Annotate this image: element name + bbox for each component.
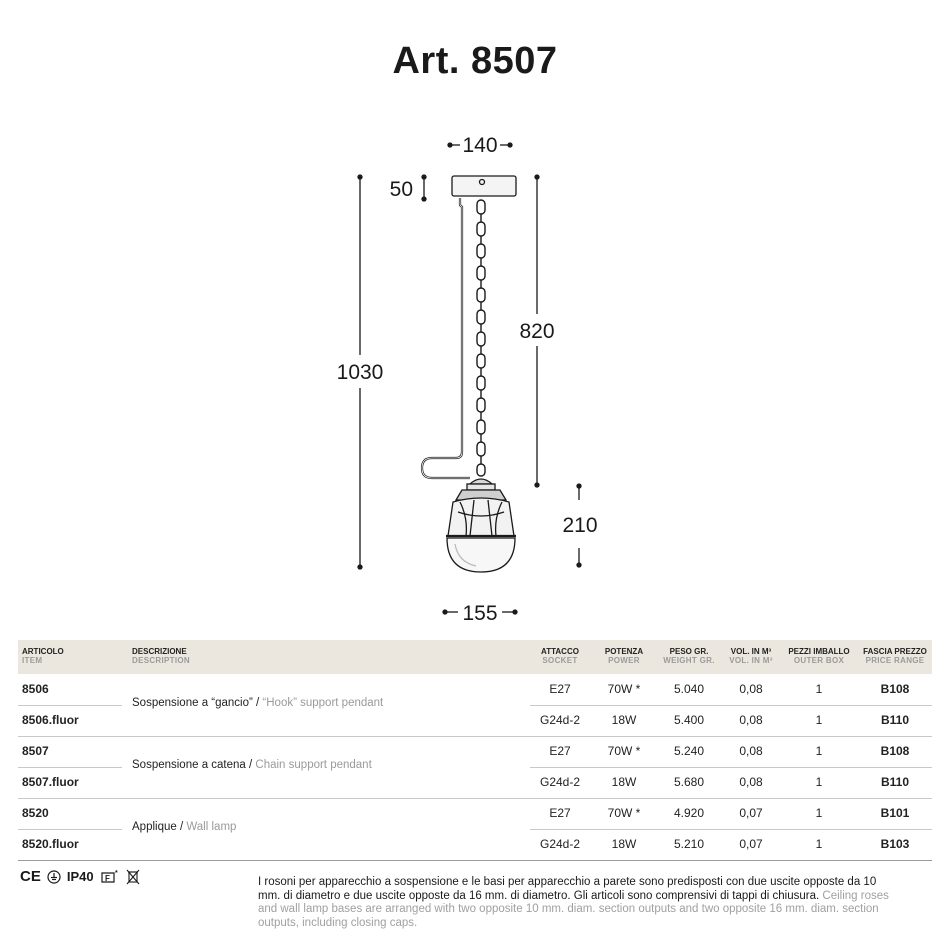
row-socket: E27 xyxy=(549,682,571,696)
row-item: 8506 xyxy=(22,682,49,696)
row-outer-box: 1 xyxy=(815,775,823,789)
group-description: Applique / Wall lamp xyxy=(132,821,237,833)
f-mark-icon xyxy=(100,870,120,884)
header-price-range: FASCIA PREZZO PRICE RANGE xyxy=(863,647,927,665)
notes xyxy=(258,876,898,930)
dim-chain-height: 820 xyxy=(519,320,555,343)
row-power: 18W xyxy=(611,837,637,851)
row-outer-box: 1 xyxy=(815,713,823,727)
row-volume: 0,08 xyxy=(739,744,763,758)
row-volume: 0,07 xyxy=(739,806,763,820)
dim-rose-height: 50 xyxy=(389,178,413,201)
svg-text:F: F xyxy=(104,873,110,883)
row-volume: 0,08 xyxy=(739,713,763,727)
row-power: 18W xyxy=(611,713,637,727)
row-divider xyxy=(18,829,122,830)
row-socket: E27 xyxy=(549,744,571,758)
dim-total-height: 1030 xyxy=(336,361,384,384)
certification-marks xyxy=(20,868,140,885)
table-row xyxy=(18,767,932,798)
row-price-range: B103 xyxy=(880,837,910,851)
dim-globe-height: 210 xyxy=(562,514,598,537)
svg-text:*: * xyxy=(114,869,118,877)
table-row xyxy=(18,829,932,860)
row-socket: G24d-2 xyxy=(539,837,581,851)
row-power: 70W * xyxy=(607,744,641,758)
row-item: 8507 xyxy=(22,744,49,758)
row-power: 70W * xyxy=(607,682,641,696)
row-divider xyxy=(18,767,122,768)
row-power: 18W xyxy=(611,775,637,789)
group-description: Sospensione a catena / Chain support pendant xyxy=(132,759,372,771)
row-volume: 0,08 xyxy=(739,775,763,789)
group-description: Sospensione a “gancio” / “Hook” support pendant xyxy=(132,697,384,709)
group-divider xyxy=(18,798,932,799)
header-outer-box: PEZZI IMBALLO OUTER BOX xyxy=(788,647,850,665)
table-bottom-rule xyxy=(18,860,932,861)
row-price-range: B101 xyxy=(880,806,910,820)
row-weight: 5.240 xyxy=(673,744,705,758)
row-volume: 0,07 xyxy=(739,837,763,851)
notes-english: Ceiling roses and wall lamp bases are arranged with two opposite 10 mm. diam. section outputs and two opposite 16 mm. diam. section outputs, including closing caps. xyxy=(258,889,889,929)
row-item: 8520.fluor xyxy=(22,837,79,851)
row-outer-box: 1 xyxy=(815,682,823,696)
weee-bin-icon xyxy=(126,869,140,885)
row-divider xyxy=(530,705,932,706)
row-socket: G24d-2 xyxy=(539,775,581,789)
ce-mark-icon: CE xyxy=(20,868,41,885)
notes-italian: I rosoni per apparecchio a sospensione e le basi per apparecchio a parete sono predisposti con due uscite opposte da 10 mm. di diametro e due uscite opposte da 16 mm. di diametro. Gli articoli sono comprensivi di tappi di chiusura. xyxy=(258,876,877,902)
header-item: ARTICOLO ITEM xyxy=(22,647,64,665)
row-price-range: B110 xyxy=(880,713,910,727)
page-title: Art. 8507 xyxy=(392,40,558,82)
row-item: 8507.fluor xyxy=(22,775,79,789)
header-volume: VOL. IN M³ VOL. IN M³ xyxy=(729,647,773,665)
table-header xyxy=(18,640,932,674)
dim-width-top: 140 xyxy=(462,134,498,157)
ground-icon xyxy=(47,870,61,884)
header-socket: ATTACCO SOCKET xyxy=(541,647,579,665)
row-weight: 5.040 xyxy=(673,682,705,696)
group-divider xyxy=(18,736,932,737)
row-price-range: B110 xyxy=(880,775,910,789)
row-divider xyxy=(530,767,932,768)
header-power: POTENZA POWER xyxy=(604,647,644,665)
row-volume: 0,08 xyxy=(739,682,763,696)
header-description: DESCRIZIONE DESCRIPTION xyxy=(132,647,190,665)
row-divider xyxy=(18,705,122,706)
row-price-range: B108 xyxy=(880,682,910,696)
row-outer-box: 1 xyxy=(815,806,823,820)
row-weight: 5.210 xyxy=(673,837,705,851)
row-divider xyxy=(530,829,932,830)
table-row xyxy=(18,705,932,736)
row-weight: 4.920 xyxy=(673,806,705,820)
row-power: 70W * xyxy=(607,806,641,820)
row-outer-box: 1 xyxy=(815,744,823,758)
dim-globe-width: 155 xyxy=(462,602,498,620)
row-item: 8520 xyxy=(22,806,49,820)
row-weight: 5.680 xyxy=(673,775,705,789)
row-socket: E27 xyxy=(549,806,571,820)
row-price-range: B108 xyxy=(880,744,910,758)
header-weight: PESO GR. WEIGHT GR. xyxy=(663,647,715,665)
row-weight: 5.400 xyxy=(673,713,705,727)
row-socket: G24d-2 xyxy=(539,713,581,727)
row-outer-box: 1 xyxy=(815,837,823,851)
row-item: 8506.fluor xyxy=(22,713,79,727)
ip-rating: IP40 xyxy=(66,869,94,884)
